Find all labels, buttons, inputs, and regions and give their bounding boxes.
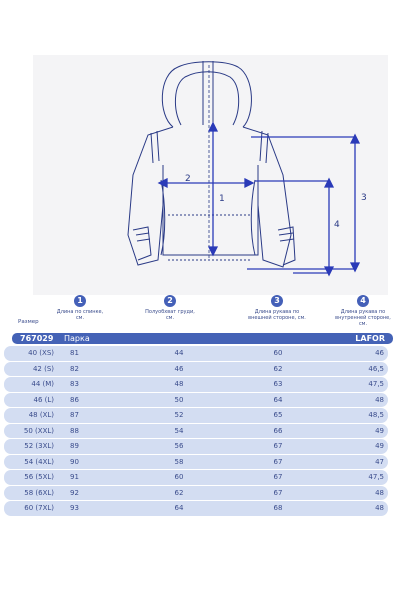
header-col-1: [55, 293, 105, 321]
inner-sleeve-cell: 49: [375, 442, 384, 450]
outer-sleeve-cell: 67: [273, 488, 283, 497]
half-chest-cell: 58: [174, 457, 184, 466]
col-1-number: 1: [74, 295, 86, 307]
size-cell: 40 (XS): [28, 349, 54, 357]
col-3-number: 3: [271, 295, 283, 307]
back-length-cell: 87: [70, 411, 79, 419]
col-2-number: 2: [164, 295, 176, 307]
inner-sleeve-cell: 46,5: [368, 364, 384, 373]
back-length-cell: 88: [70, 426, 79, 435]
header-col-2: [145, 293, 195, 321]
inner-sleeve-cell: 48: [375, 488, 384, 497]
jacket-diagram: [33, 55, 388, 295]
back-length-cell: 92: [70, 488, 79, 497]
inner-sleeve-cell: 48: [375, 395, 384, 404]
col-4-number: 4: [357, 295, 369, 307]
size-cell: 58 (6XL): [24, 488, 54, 497]
outer-sleeve-cell: 63: [273, 380, 283, 388]
outer-sleeve-cell: 65: [273, 411, 283, 419]
table-row: [4, 501, 388, 516]
half-chest-cell: 50: [174, 395, 184, 404]
outer-sleeve-cell: 67: [273, 473, 283, 481]
measurement-drawing: [33, 55, 388, 295]
table-row: [4, 393, 388, 408]
size-cell: 46 (L): [33, 395, 54, 404]
table-row: [4, 408, 388, 423]
half-chest-cell: 64: [174, 504, 184, 512]
half-chest-cell: 60: [174, 473, 184, 481]
size-header-label: Размер: [18, 319, 39, 325]
half-chest-cell: 44: [174, 349, 184, 357]
size-table-header: [0, 293, 400, 333]
half-chest-cell: 52: [174, 411, 184, 419]
back-length-cell: 82: [70, 364, 79, 373]
size-cell: 42 (S): [32, 364, 54, 373]
table-row: [4, 470, 388, 485]
table-row: [4, 424, 388, 439]
size-cell: 54 (4XL): [24, 457, 54, 466]
product-name: Парка: [64, 334, 90, 343]
outer-sleeve-cell: 67: [273, 457, 283, 466]
measurement-arrows: [159, 123, 359, 275]
jacket-outline: [128, 61, 295, 267]
size-cell: 60 (7XL): [24, 504, 54, 512]
size-cell: 56 (5XL): [24, 473, 54, 481]
label-1: 1: [219, 194, 225, 204]
table-row: [4, 377, 388, 392]
table-row: [4, 486, 388, 501]
half-chest-cell: 48: [174, 380, 184, 388]
inner-sleeve-cell: 47,5: [368, 380, 384, 388]
outer-sleeve-cell: 60: [273, 349, 283, 357]
col-2-label: Полуобхват груди, см.: [145, 309, 195, 321]
header-col-3: [248, 293, 306, 321]
back-length-cell: 93: [70, 504, 79, 512]
header-col-4: [334, 293, 392, 327]
outer-sleeve-cell: 62: [273, 364, 283, 373]
half-chest-cell: 56: [174, 442, 184, 450]
half-chest-cell: 46: [174, 364, 184, 373]
size-cell: 44 (M): [31, 380, 54, 388]
label-3: 3: [361, 193, 367, 203]
size-cell: 52 (3XL): [24, 442, 54, 450]
back-length-cell: 91: [70, 473, 79, 481]
inner-sleeve-cell: 47,5: [368, 473, 384, 481]
col-4-label: Длина рукава по внутренней стороне, см.: [335, 309, 391, 327]
inner-sleeve-cell: 49: [375, 426, 384, 435]
outer-sleeve-cell: 68: [273, 504, 283, 512]
half-chest-cell: 54: [174, 426, 184, 435]
inner-sleeve-cell: 46: [375, 349, 384, 357]
back-length-cell: 90: [70, 457, 79, 466]
outer-sleeve-cell: 66: [273, 426, 283, 435]
table-row: [4, 346, 388, 361]
product-bar: [12, 333, 393, 344]
back-length-cell: 89: [70, 442, 79, 450]
inner-sleeve-cell: 48,5: [368, 411, 384, 419]
table-row: [4, 362, 388, 377]
col-3-label: Длина рукава по внешней стороне, см.: [248, 309, 306, 321]
back-length-cell: 86: [70, 395, 79, 404]
inner-sleeve-cell: 48: [375, 504, 384, 512]
outer-sleeve-cell: 67: [273, 442, 283, 450]
label-4: 4: [334, 220, 340, 230]
back-length-cell: 83: [70, 380, 79, 388]
table-row: [4, 455, 388, 470]
table-row: [4, 439, 388, 454]
back-length-cell: 81: [70, 349, 79, 357]
col-1-label: Длина по спинке, см.: [56, 309, 104, 321]
outer-sleeve-cell: 64: [273, 395, 283, 404]
label-2: 2: [185, 174, 191, 184]
brand-name: LAFOR: [355, 334, 385, 343]
product-code: 767029: [20, 334, 54, 343]
size-cell: 48 (XL): [28, 411, 54, 419]
inner-sleeve-cell: 47: [375, 457, 384, 466]
half-chest-cell: 62: [174, 488, 184, 497]
size-cell: 50 (XXL): [23, 426, 54, 435]
